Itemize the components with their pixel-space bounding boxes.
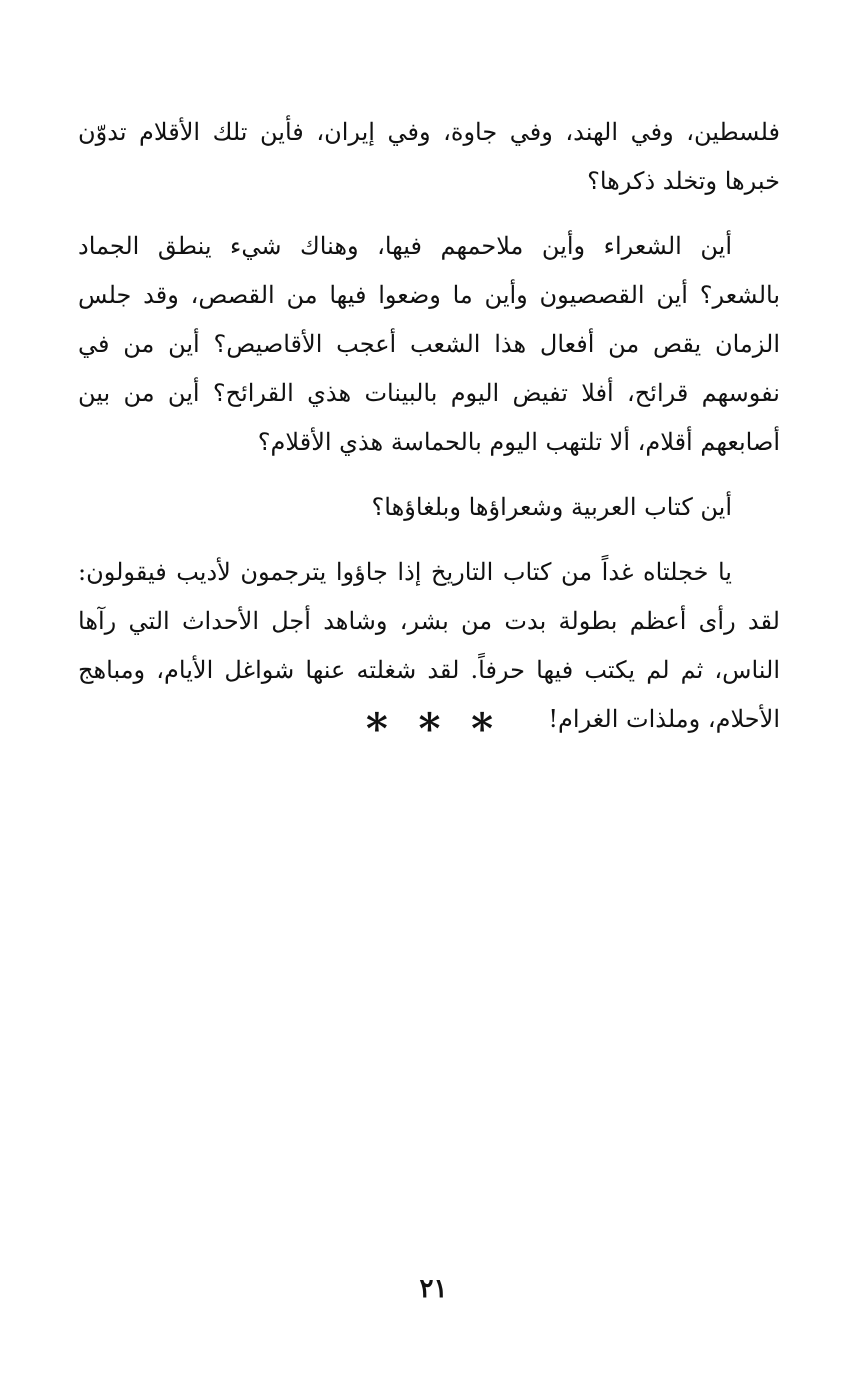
paragraph-writers-question: أين كتاب العربية وشعراؤها وبلغاؤها؟ (371, 493, 732, 521)
section-separator: * * * (365, 704, 502, 753)
paragraph-poets-question: أين الشعراء وأين ملاحمهم فيها، وهناك شيء ينطق الجماد بالشعر؟ أين القصصيون وأين ما وضعوا فيها من القصص، وقد جلس الزمان يقص من أفعال هذا الشعب أعجب الأقاصيص؟ أين من في نفوسهم قرائح، أفلا تفيض اليوم بالبينات هذي القرائح؟ أين من بين أصابعهم أقلام، ألا تلتهب اليوم بالحماسة هذي الأقلام؟ (78, 232, 780, 456)
paragraph-shame: يا خجلتاه غداً من كتاب التاريخ إذا جاؤوا يترجمون لأديب فيقولون: لقد رأى أعظم بطولة بدت من بشر، وشاهد أجل الأحداث التي رآها الناس، ثم لم يكتب فيها حرفاً. لقد شغلته عنها شواغل الأيام، ومباهج الأحلام، وملذات الغرام! (78, 558, 780, 733)
body-text (78, 108, 780, 760)
page-number: ٢١ (419, 1274, 448, 1304)
paragraph-continuation: فلسطين، وفي الهند، وفي جاوة، وفي إيران، فأين تلك الأقلام تدوّن خبرها وتخلد ذكرها؟ (78, 118, 780, 195)
